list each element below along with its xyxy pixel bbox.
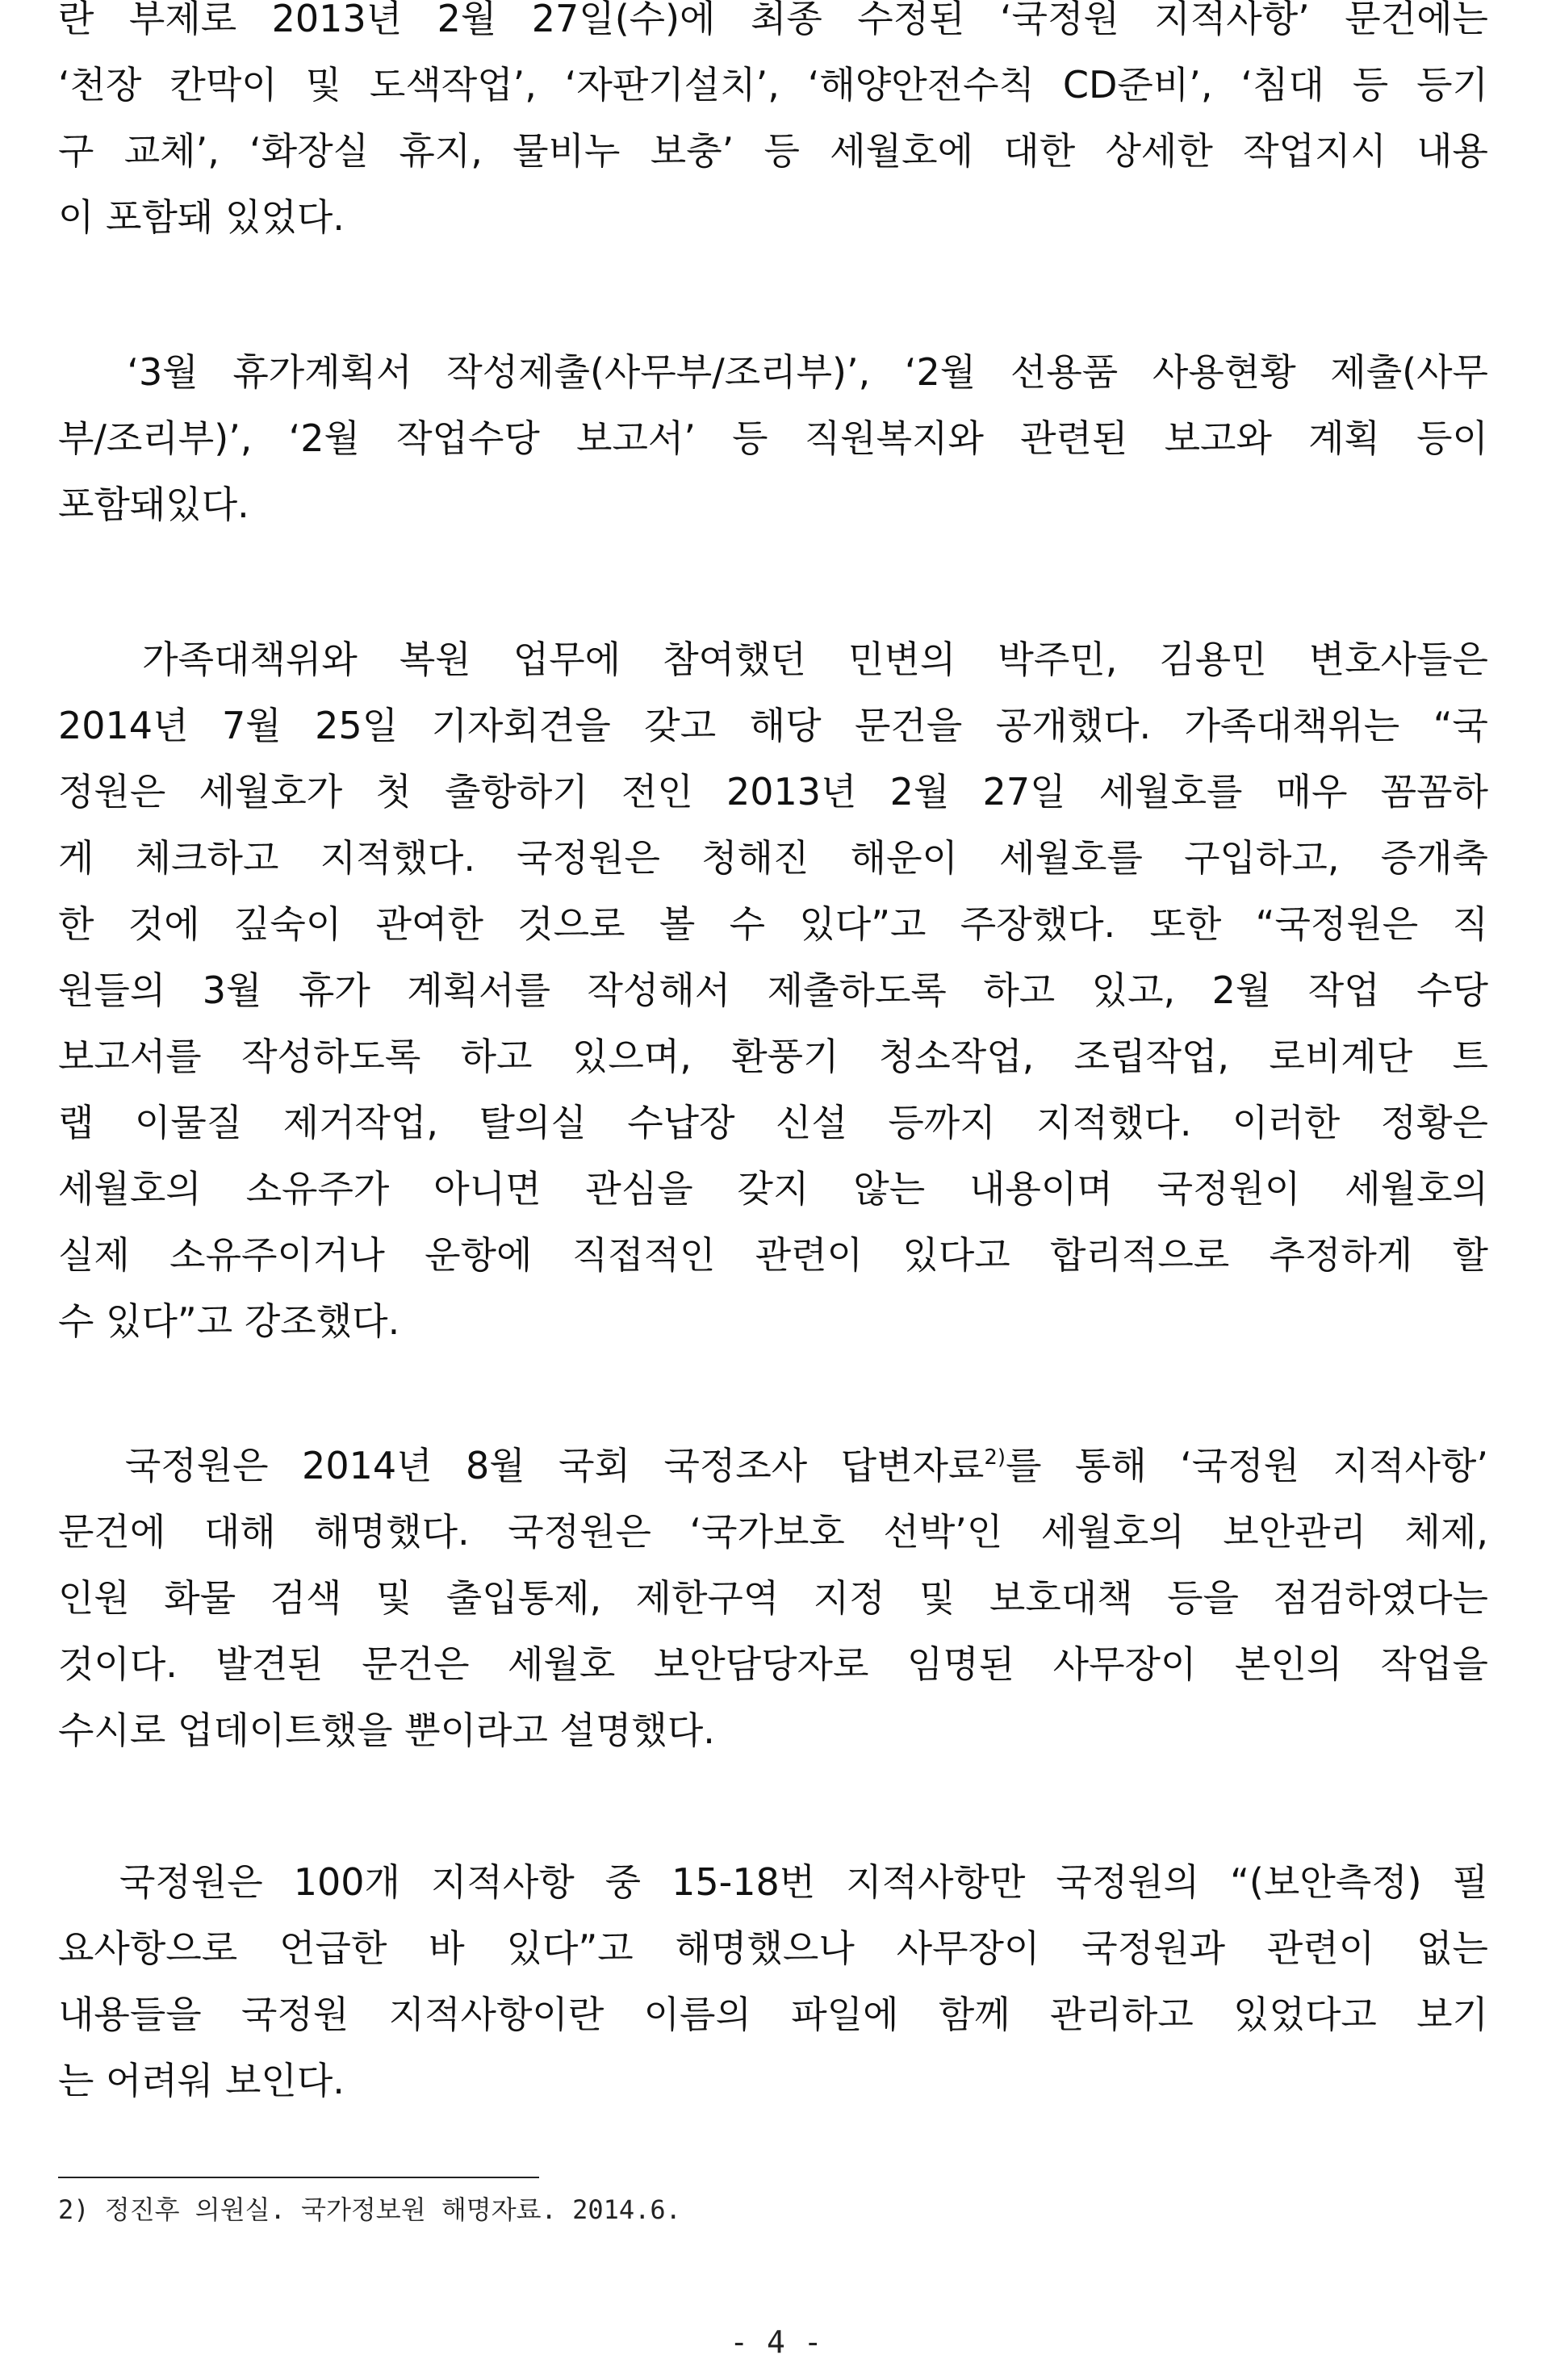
paragraph-3 bbox=[58, 626, 1488, 1354]
text-line: 정원은 세월호가 첫 출항하기 전인 2013년 2월 27일 세월호를 매우 꼼꼼하 bbox=[58, 770, 1488, 814]
text-segment: 국정원은 2014년 8월 국회 국정조사 답변자료 bbox=[58, 1444, 985, 1487]
text-line: 세월호의 소유주가 아니면 관심을 갖지 않는 내용이며 국정원이 세월호의 bbox=[58, 1167, 1488, 1211]
text-line: 가족대책위와 복원 업무에 참여했던 민변의 박주민, 김용민 변호사들은 bbox=[58, 638, 1488, 681]
paragraph-4 bbox=[58, 1433, 1488, 1763]
footnote: 2) 정진후 의원실. 국가정보원 해명자료. 2014.6. bbox=[58, 2194, 681, 2225]
text-line: 수시로 업데이트했을 뿐이라고 설명했다. bbox=[58, 1709, 715, 1752]
footnote-divider bbox=[58, 2177, 539, 2178]
paragraph-1 bbox=[58, 0, 1488, 250]
text-line: 내용들을 국정원 지적사항이란 이름의 파일에 함께 관리하고 있었다고 보기 bbox=[58, 1993, 1488, 2036]
text-line: 부/조리부)’, ‘2월 작업수당 보고서’ 등 직원복지와 관련된 보고와 계획 등이 bbox=[58, 416, 1488, 460]
paragraph-5 bbox=[58, 1849, 1488, 2114]
text-line: 문건에 대해 해명했다. 국정원은 ‘국가보호 선박’인 세월호의 보안관리 체제, bbox=[58, 1510, 1488, 1554]
text-line: 인원 화물 검색 및 출입통제, 제한구역 지정 및 보호대책 등을 점검하였다는 bbox=[58, 1576, 1488, 1620]
text-segment: 를 통해 ‘국정원 지적사항’ bbox=[1006, 1444, 1488, 1487]
text-line: 란 부제로 2013년 2월 27일(수)에 최종 수정된 ‘국정원 지적사항’ 문건에는 bbox=[58, 0, 1488, 40]
text-line: 포함돼있다. bbox=[58, 483, 249, 526]
text-line: 한 것에 깊숙이 관여한 것으로 볼 수 있다”고 주장했다. 또한 “국정원은 직 bbox=[58, 902, 1488, 946]
text-line-with-footnote bbox=[58, 1433, 1488, 1499]
text-line: 는 어려워 보인다. bbox=[58, 2059, 345, 2102]
text-line: 게 체크하고 지적했다. 국정원은 청해진 해운이 세월호를 구입하고, 증개축 bbox=[58, 836, 1488, 880]
paragraph-2 bbox=[58, 339, 1488, 537]
text-line: 이 포함돼 있었다. bbox=[58, 195, 345, 239]
text-line: ‘천장 칸막이 및 도색작업’, ‘자판기설치’, ‘해양안전수칙 CD준비’, ‘침대 등 등기 bbox=[58, 63, 1488, 107]
text-line: 요사항으로 언급한 바 있다”고 해명했으나 사무장이 국정원과 관련이 없는 bbox=[58, 1926, 1488, 1970]
text-line: 원들의 3월 휴가 계획서를 작성해서 제출하도록 하고 있고, 2월 작업 수당 bbox=[58, 968, 1488, 1012]
text-line: ‘3월 휴가계획서 작성제출(사무부/조리부)’, ‘2월 선용품 사용현황 제출(사무 bbox=[58, 350, 1488, 394]
text-line: 보고서를 작성하도록 하고 있으며, 환풍기 청소작업, 조립작업, 로비계단 트 bbox=[58, 1035, 1488, 1078]
footnote-reference: 2) bbox=[984, 1445, 1006, 1470]
text-line: 2014년 7월 25일 기자회견을 갖고 해당 문건을 공개했다. 가족대책위는 “국 bbox=[58, 704, 1488, 747]
text-line: 구 교체’, ‘화장실 휴지, 물비누 보충’ 등 세월호에 대한 상세한 작업지시 내용 bbox=[58, 129, 1488, 173]
page-number: - 4 - bbox=[730, 2324, 822, 2360]
text-line: 수 있다”고 강조했다. bbox=[58, 1299, 400, 1343]
text-line: 실제 소유주이거나 운항에 직접적인 관련이 있다고 합리적으로 추정하게 할 bbox=[58, 1233, 1488, 1277]
text-line: 국정원은 100개 지적사항 중 15-18번 지적사항만 국정원의 “(보안측정) 필 bbox=[58, 1860, 1488, 1904]
text-line: 것이다. 발견된 문건은 세월호 보안담당자로 임명된 사무장이 본인의 작업을 bbox=[58, 1642, 1488, 1686]
text-line: 랩 이물질 제거작업, 탈의실 수납장 신설 등까지 지적했다. 이러한 정황은 bbox=[58, 1101, 1488, 1144]
